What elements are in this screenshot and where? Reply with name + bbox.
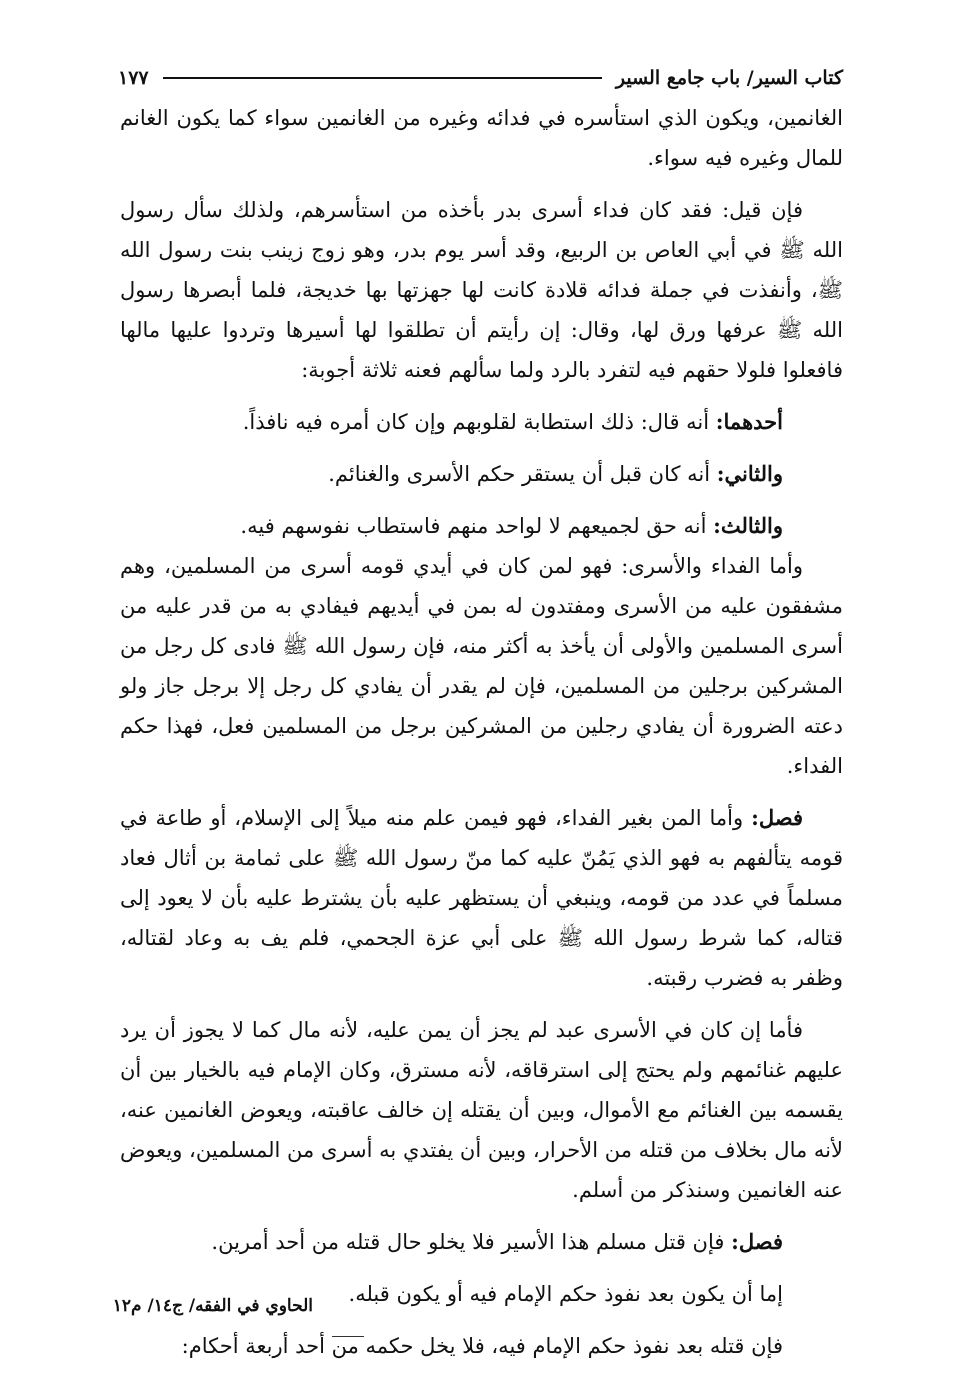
section-killing [120,1222,843,1262]
paragraph-rulings [120,1326,843,1366]
section-lead: فصل: [751,805,803,830]
answer-third [120,506,843,546]
answer-text: أنه قال: ذلك استطابة لقلوبهم وإن كان أمره فيه نافذاً. [242,410,716,434]
header-title: كتاب السير/ باب جامع السير [615,67,843,89]
header-rule [163,77,602,79]
page-body [120,98,843,1366]
paragraph-ransom [120,546,843,786]
paragraph-text: فإن قتله بعد نفوذ حكم الإمام فيه، فلا يخل حكمه من أحد أربعة أحكام: [181,1334,783,1358]
paragraph-text: وأما المن بغير الفداء، فهو فيمن علم منه ميلاً إلى الإسلام، أو طاعة في قومه يتألفهم به فهو الذي يَمُنّ عليه كما منّ رسول الله ﷺ على ثمامة بن أثال فعاد مسلماً في عدد من قومه، وينبغي أن يستظهر عليه بأن يشترط عليه بأن لا يعود إلى قتاله، كما شرط رسول الله ﷺ على أبي عزة الجحمي، فلم يف به وعاد لقتاله، وظفر به فضرب رقبته. [120,806,843,990]
answer-second [120,454,843,494]
footer-rule [332,1336,364,1337]
section-mann [120,798,843,998]
page-number: ١٧٧ [118,67,149,89]
answer-text: أنه كان قبل أن يستقر حكم الأسرى والغنائم. [328,462,717,486]
paragraph-text: فإن قتل مسلم هذا الأسير فلا يخلو حال قتله من أحد أمرين. [211,1230,732,1254]
answer-lead: والثالث: [713,513,783,538]
paragraph-continuation [120,98,843,178]
paragraph-text: الغانمين، ويكون الذي استأسره في فدائه وغيره من الغانمين سواء كما يكون الغانم للمال وغيره فيه سواء. [120,106,843,170]
paragraph-objection [120,190,843,390]
answer-lead: أحدهما: [715,409,783,434]
section-lead: فصل: [731,1229,783,1254]
answer-first [120,402,843,442]
answer-text: أنه حق لجميعهم لا لواحد منهم فاستطاب نفوسهم فيه. [240,514,714,538]
paragraph-text: فإن قيل: فقد كان فداء أسرى بدر بأخذه من استأسرهم، ولذلك سأل رسول الله ﷺ في أبي العاص بن الربيع، وقد أسر يوم بدر، وهو زوج زينب بنت رسول الله ﷺ، وأنفذت في جملة فدائه قلادة كانت لها جهزتها بها خديجة، فلما أبصرها رسول الله ﷺ عرفها ورق لها، وقال: إن رأيتم أن تطلقوا لها أسيرها وتردوا عليها مالها فافعلوا فلولا حقهم فيه لتفرد بالرد ولما سألهم فعنه ثلاثة أجوبة: [120,198,843,382]
answer-lead: والثاني: [716,461,783,486]
paragraph-text: فأما إن كان في الأسرى عبد لم يجز أن يمن عليه، لأنه مال كما لا يجوز أن يرد عليهم غنائمهم ولم يحتج إلى استرقاقه، لأنه مسترق، وكان الإمام فيه بالخيار بين أن يقسمه بين الغنائم مع الأموال، وبين أن يقتله إن خالف عاقبته، ويعوض الغانمين عنه، لأنه مال بخلاف من قتله من الأحرار، وبين أن يفتدي به أسرى من المسلمين، ويعوض عنه الغانمين وسنذكر من أسلم. [120,1018,843,1202]
paragraph-text: وأما الفداء والأسرى: فهو لمن كان في أيدي قومه أسرى من المسلمين، وهم مشفقون عليه من الأسرى ومفتدون له بمن في أيديهم فيفادي به من قدر عليه من أسرى المسلمين والأولى أن يأخذ به أكثر منه، فإن رسول الله ﷺ فادى كل رجل من المشركين برجلين من المسلمين، فإن لم يقدر أن يفادي كل رجل إلا برجل جاز ولو دعته الضرورة أن يفادي رجلين من المشركين برجل من المسلمين فعل، فهذا حكم الفداء. [120,554,843,778]
paragraph-text: إما أن يكون بعد نفوذ حكم الإمام فيه أو يكون قبله. [348,1282,783,1306]
running-header [118,60,843,96]
paragraph-slave [120,1010,843,1210]
footer-volume-mark: الحاوي في الفقه/ ج١٤/ م١٢ [112,1296,313,1316]
